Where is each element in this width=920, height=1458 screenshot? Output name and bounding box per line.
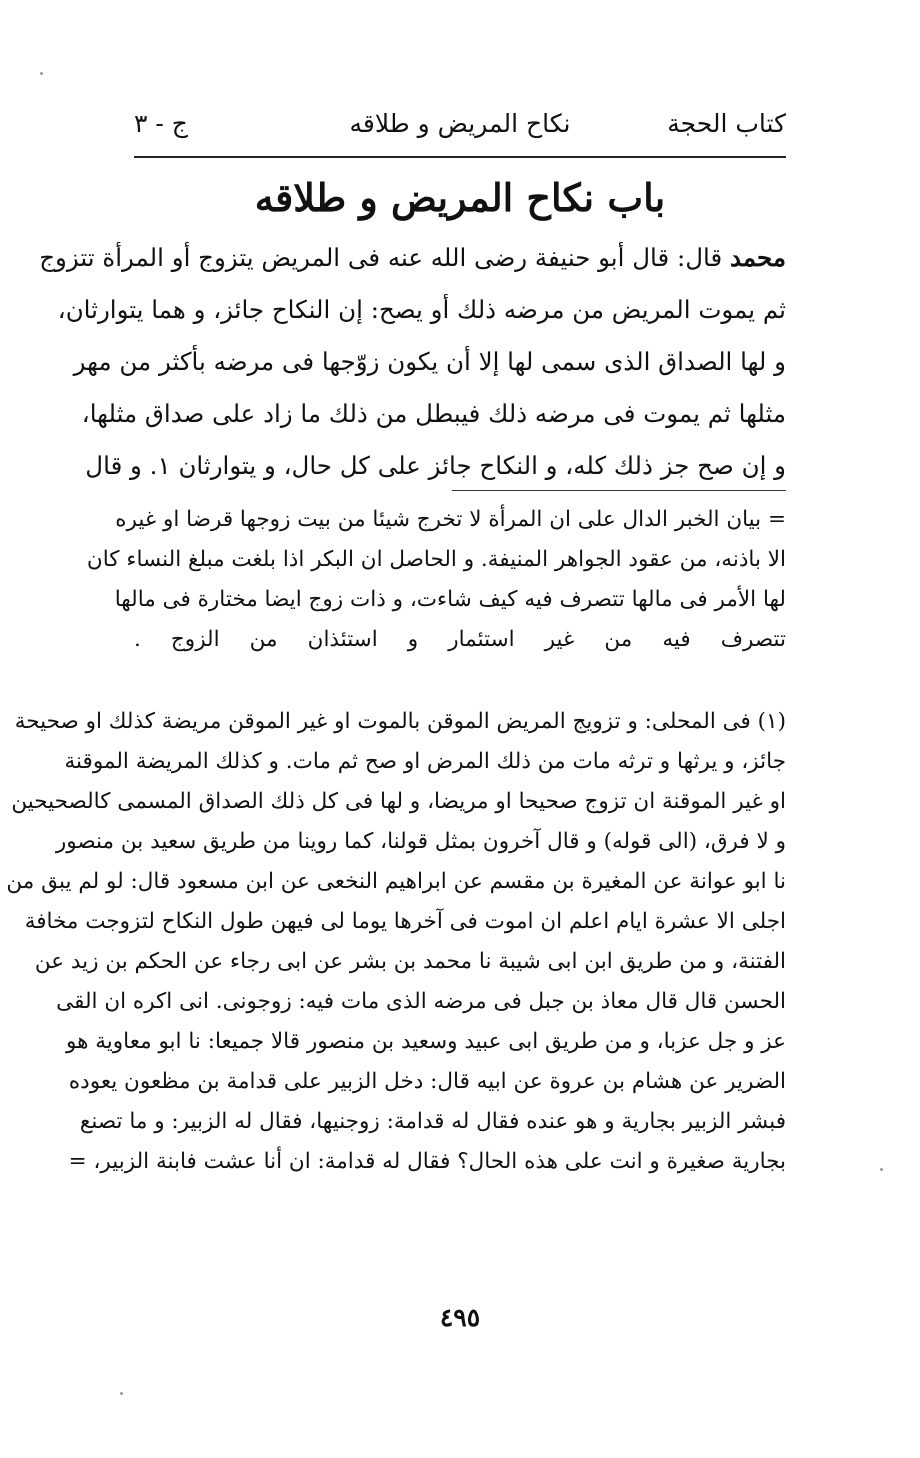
footnote-line: = بيان الخبر الدال على ان المرأة لا تخرج شيئا من بيت زوجها قرضا او غيره: [115, 507, 786, 532]
footnote-line: الحسن قال قال معاذ بن جبل فى مرضه الذى مات فيه: زوجونى. انى اكره ان القى: [56, 989, 786, 1014]
footnote-line: او غير الموقنة ان تزوج صحيحا او مريضا، و لها فى كل ذلك الصداق المسمى كالصحيحين: [11, 789, 786, 814]
footnote-line: لها الأمر فى مالها تتصرف فيه كيف شاءت، و ذات زوج ايضا مختارة فى مالها: [114, 587, 786, 612]
footnote-line: عز و جل عزبا، و من طريق ابى عبيد وسعيد بن منصور قالا جميعا: نا ابو معاوية هو: [66, 1029, 786, 1054]
main-text-line: ثم يموت المريض من مرضه ذلك أو يصح: إن النكاح جائز، و هما يتوارثان،: [57, 295, 786, 324]
page-number: ٤٩٥: [439, 1303, 481, 1332]
chapter-title: باب نكاح المريض و طلاقه: [254, 175, 666, 220]
main-text-line: و إن صح جز ذلك كله، و النكاح جائز على كل حال، و يتوارثان ١. و قال: [85, 451, 786, 480]
footnote-divider: [452, 490, 786, 491]
footnote-line: نا ابو عوانة عن المغيرة بن مقسم عن ابراهيم النخعى عن ابن مسعود قال: لو لم يبق من: [6, 869, 786, 894]
lead-word: محمد: [730, 243, 786, 272]
main-text-line: و لها الصداق الذى سمى لها إلا أن يكون زوّجها فى مرضه بأكثر من مهر: [73, 347, 786, 376]
running-head: [134, 104, 786, 148]
scan-speck: [880, 1168, 883, 1171]
footnote-line: و لا فرق، (الى قوله) و قال آخرون بمثل قولنا، كما روينا من طريق سعيد بن منصور: [55, 829, 786, 854]
header-divider: [134, 156, 786, 158]
footnote-line: جائز، و يرثها و ترثه مات من ذلك المرض او صح ثم مات. و كذلك المريضة الموقنة: [64, 749, 786, 774]
main-text-line: محمد قال: قال أبو حنيفة رضى الله عنه فى المريض يتزوج أو المرأة تتزوج: [39, 243, 786, 272]
footnote-line: (١) فى المحلى: و تزويج المريض الموقن بالموت او غير الموقن مريضة كذلك او صحيحة: [14, 709, 786, 734]
footnote-line: اجلى الا عشرة ايام اعلم ان اموت فى آخرها يوما لى فيهن طول النكاح لتزوجت مخافة: [24, 909, 786, 934]
main-text-line: مثلها ثم يموت فى مرضه ذلك فيبطل من ذلك ما زاد على صداق مثلها،: [81, 399, 786, 428]
footnote-line: تتصرف فيه من غير استئمار و استئذان من الزوج .: [134, 627, 786, 652]
footnote-line: الضرير عن هشام بن عروة عن ابيه قال: دخل الزبير على قدامة بن مظعون يعوده: [68, 1069, 786, 1094]
scan-speck: [40, 72, 43, 75]
footnote-line: فبشر الزبير بجارية و هو عنده فقال له قدامة: زوجنيها، فقال له الزبير: و ما تصنع: [79, 1109, 786, 1134]
footnote-line: بجارية صغيرة و انت على هذه الحال؟ فقال له قدامة: ان أنا عشت فابنة الزبير، =: [68, 1149, 786, 1174]
section-title: نكاح المريض و طلاقه: [349, 109, 571, 138]
footnote-1: [6, 702, 786, 1182]
scan-speck: [120, 1392, 123, 1395]
footnote-line: الفتنة، و من طريق ابن ابى شيبة نا محمد بن بشر عن ابى رجاء عن الحكم بن زيد عن: [34, 949, 786, 974]
footnote-line: الا باذنه، من عقود الجواهر المنيفة. و الحاصل ان البكر اذا بلغت مبلغ النساء كان: [86, 547, 786, 572]
footnotes-continued: [86, 500, 786, 660]
book-title: كتاب الحجة: [667, 109, 786, 138]
volume-number: ج - ٣: [134, 109, 188, 138]
main-text: [39, 232, 786, 492]
